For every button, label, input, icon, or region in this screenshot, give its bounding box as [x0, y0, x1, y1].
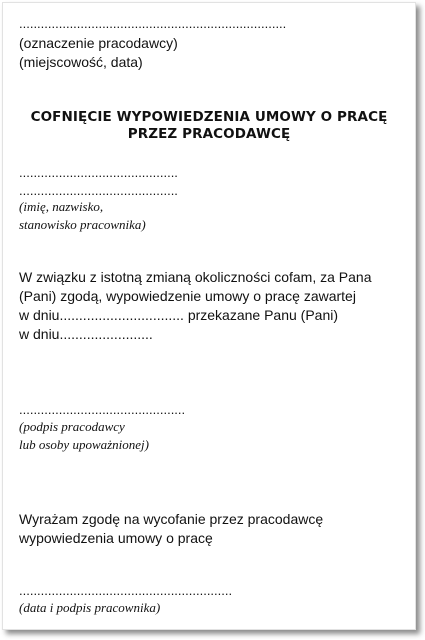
employee-dotted-line-1: ............................................ — [19, 165, 178, 180]
employee-label-line1: (imię, nazwisko, — [19, 199, 104, 214]
document-title-line2: PRZEZ PRACODAWCĘ — [127, 126, 291, 142]
document-page — [2, 2, 416, 630]
consent-line-1: Wyrażam zgodę na wycofanie przez pracodawcę — [19, 511, 324, 527]
employer-dotted-line: .......................................................................... — [19, 16, 287, 31]
document-title-line1: COFNIĘCIE WYPOWIEDZENIA UMOWY O PRACĘ — [30, 109, 388, 125]
consent-paragraph — [19, 510, 409, 548]
body-line-4: w dniu........................ — [19, 326, 153, 342]
employer-signature-label-line2: lub osoby upoważnionej) — [19, 437, 149, 452]
body-paragraph — [19, 268, 409, 344]
body-line-1: W związku z istotną zmianą okoliczności cofam, za Pana — [19, 269, 372, 285]
employee-signature-dotted-line: ........................................................... — [19, 583, 233, 598]
body-line-3: w dniu................................ przekazane Panu (Pani) — [19, 307, 339, 323]
employee-label-line2: stanowisko pracownika) — [19, 217, 146, 232]
employer-label: (oznaczenie pracodawcy) — [19, 35, 178, 51]
employer-signature-dotted-line: .............................................. — [19, 402, 186, 417]
place-date-label: (miejscowość, data) — [19, 54, 143, 70]
body-line-2: (Pani) zgodą, wypowiedzenie umowy o pracę zawartej — [19, 288, 356, 304]
consent-line-2: wypowiedzenia umowy o pracę — [19, 530, 213, 546]
employer-signature-label-line1: (podpis pracodawcy — [19, 419, 125, 434]
employee-dotted-line-2: ............................................ — [19, 183, 178, 198]
employee-signature-label: (data i podpis pracownika) — [19, 600, 161, 615]
